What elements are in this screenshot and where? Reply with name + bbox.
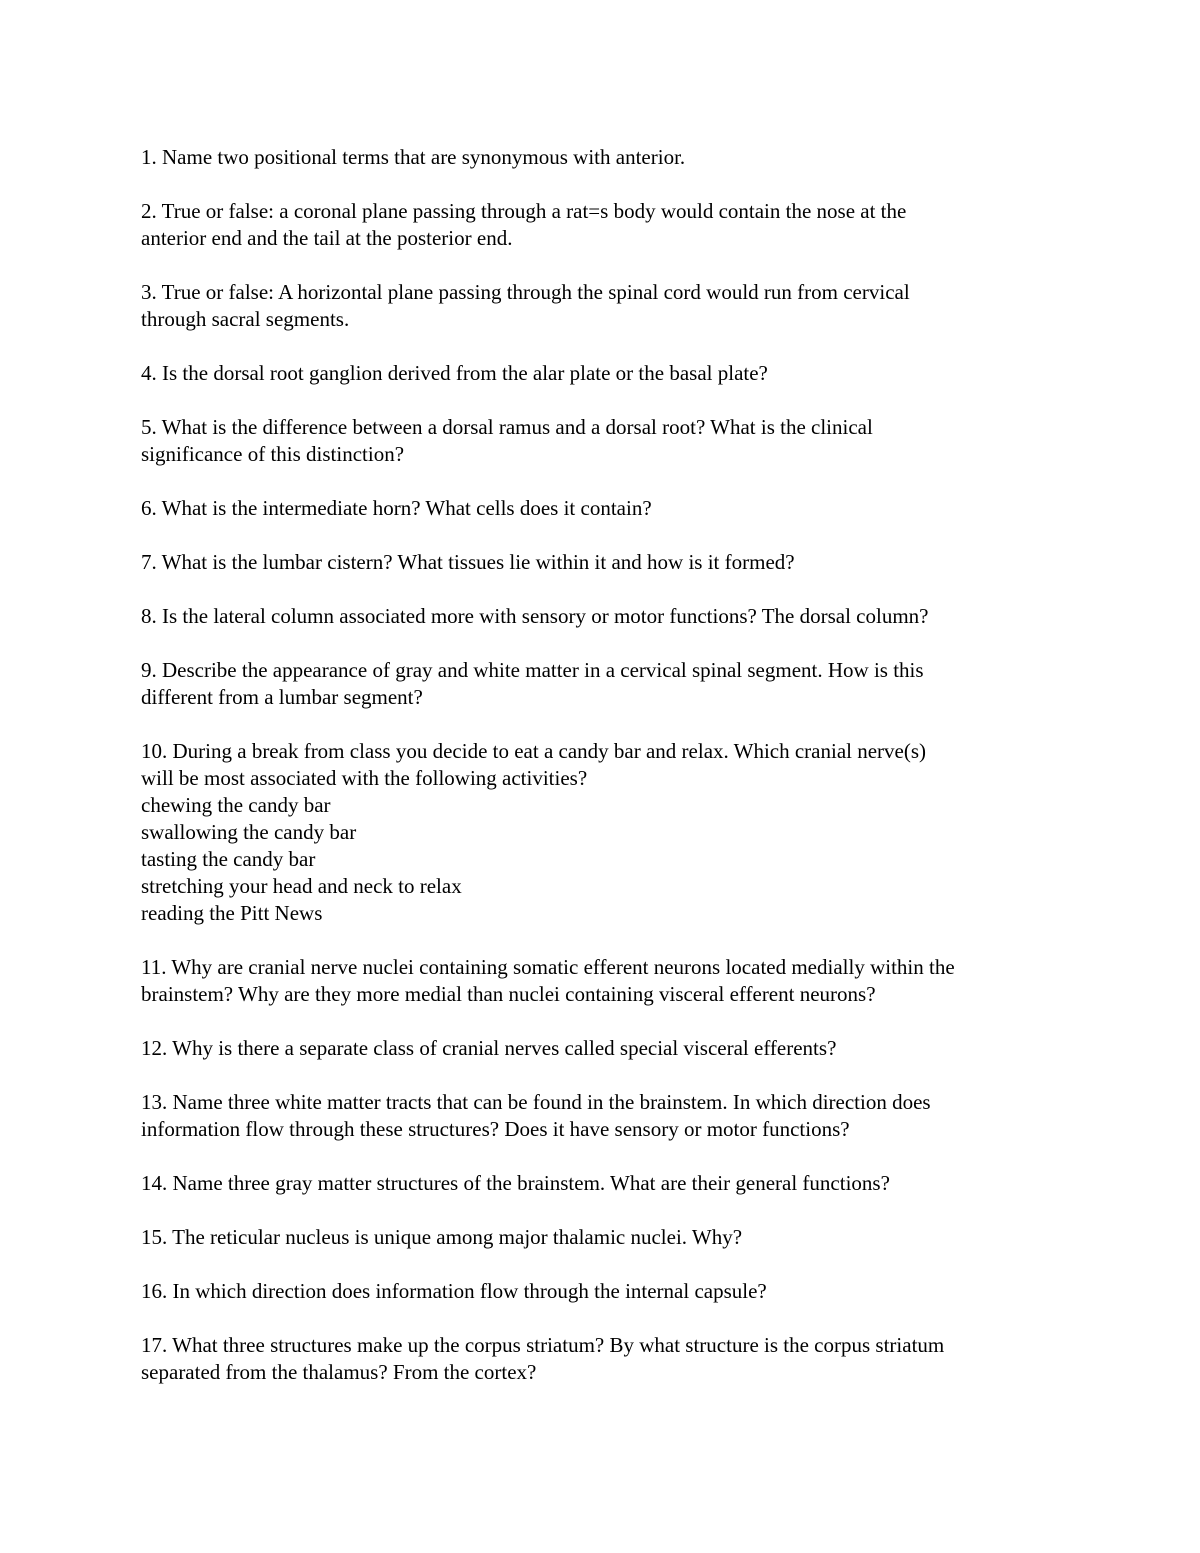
question-line: information flow through these structures? Does it have sensory or motor functions? [141, 1117, 850, 1141]
question-line: 11. Why are cranial nerve nuclei containing somatic efferent neurons located medially within the [141, 955, 955, 979]
question-line: 10. During a break from class you decide to eat a candy bar and relax. Which cranial nerve(s) [141, 739, 927, 763]
question-line: 2. True or false: a coronal plane passing through a rat=s body would contain the nose at the [141, 199, 907, 223]
question-line: separated from the thalamus? From the cortex? [141, 1360, 537, 1384]
question-line: 13. Name three white matter tracts that can be found in the brainstem. In which direction does [141, 1090, 931, 1114]
question-1 [141, 144, 1071, 171]
question-3 [141, 279, 1071, 333]
question-11 [141, 954, 1071, 1008]
question-line: 15. The reticular nucleus is unique among major thalamic nuclei. Why? [141, 1225, 743, 1249]
question-12 [141, 1035, 1071, 1062]
question-15 [141, 1224, 1071, 1251]
question-line: 12. Why is there a separate class of cranial nerves called special visceral efferents? [141, 1036, 837, 1060]
question-6 [141, 495, 1071, 522]
activity-item: swallowing the candy bar [141, 820, 357, 844]
question-line: 1. Name two positional terms that are synonymous with anterior. [141, 145, 686, 169]
question-4 [141, 360, 1071, 387]
question-line: 7. What is the lumbar cistern? What tissues lie within it and how is it formed? [141, 550, 795, 574]
question-10 [141, 738, 1071, 927]
question-list [141, 144, 1071, 1413]
activity-list [141, 792, 1071, 927]
question-17 [141, 1332, 1071, 1386]
question-5 [141, 414, 1071, 468]
question-line: 6. What is the intermediate horn? What cells does it contain? [141, 496, 652, 520]
question-8 [141, 603, 1071, 630]
question-9 [141, 657, 1071, 711]
question-line: 9. Describe the appearance of gray and white matter in a cervical spinal segment. How is this [141, 658, 924, 682]
question-14 [141, 1170, 1071, 1197]
question-line: 3. True or false: A horizontal plane passing through the spinal cord would run from cervical [141, 280, 910, 304]
question-line: 17. What three structures make up the corpus striatum? By what structure is the corpus striatum [141, 1333, 945, 1357]
activity-item: reading the Pitt News [141, 901, 323, 925]
activity-item: chewing the candy bar [141, 793, 331, 817]
question-2 [141, 198, 1071, 252]
question-line: significance of this distinction? [141, 442, 405, 466]
activity-item: stretching your head and neck to relax [141, 874, 462, 898]
activity-item: tasting the candy bar [141, 847, 316, 871]
question-line: 4. Is the dorsal root ganglion derived from the alar plate or the basal plate? [141, 361, 768, 385]
question-line: anterior end and the tail at the posterior end. [141, 226, 513, 250]
question-line: will be most associated with the following activities? [141, 766, 588, 790]
question-line: 8. Is the lateral column associated more with sensory or motor functions? The dorsal column? [141, 604, 929, 628]
question-line: brainstem? Why are they more medial than nuclei containing visceral efferent neurons? [141, 982, 876, 1006]
question-line: 16. In which direction does information flow through the internal capsule? [141, 1279, 767, 1303]
question-line: different from a lumbar segment? [141, 685, 423, 709]
question-line: 5. What is the difference between a dorsal ramus and a dorsal root? What is the clinical [141, 415, 873, 439]
question-line: 14. Name three gray matter structures of the brainstem. What are their general functions? [141, 1171, 890, 1195]
question-13 [141, 1089, 1071, 1143]
question-7 [141, 549, 1071, 576]
question-line: through sacral segments. [141, 307, 350, 331]
question-16 [141, 1278, 1071, 1305]
